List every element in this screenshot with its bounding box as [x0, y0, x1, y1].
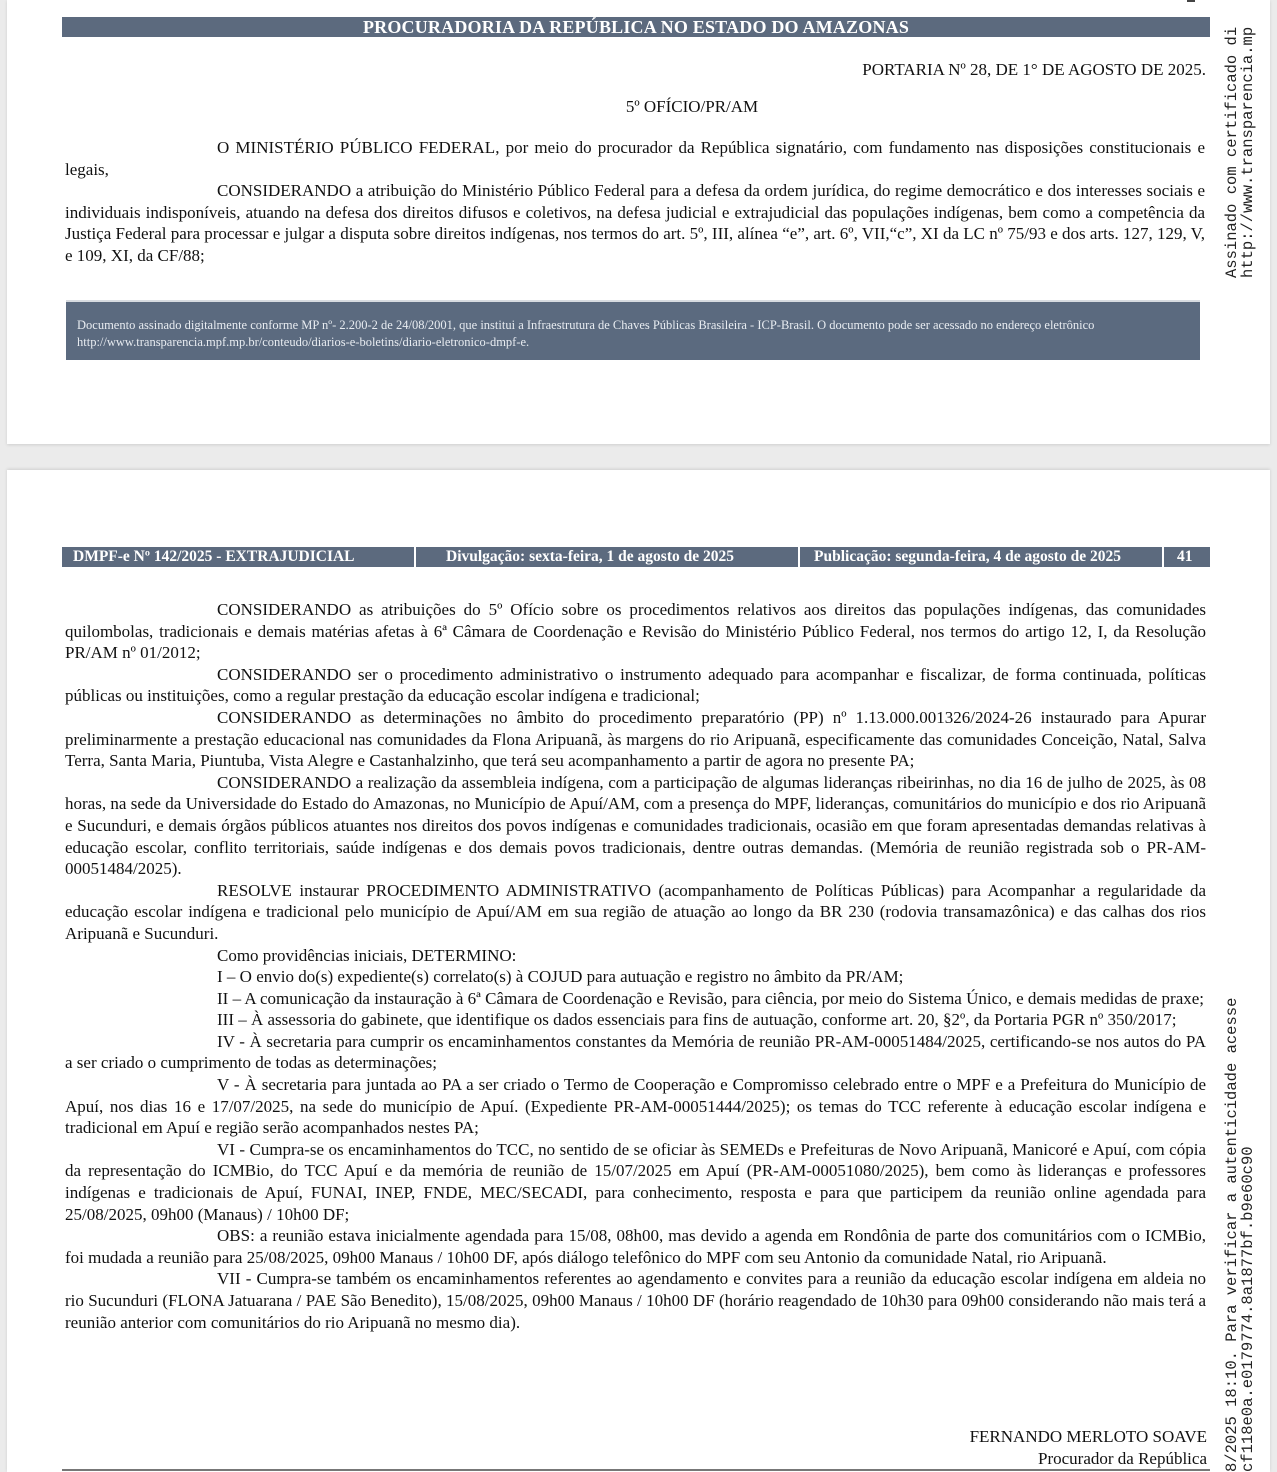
document-page-41 — [7, 470, 1270, 1472]
paragraph: O MINISTÉRIO PÚBLICO FEDERAL, por meio do procurador da República signatário, com fundamento nas disposições constitucionais e legais, — [65, 138, 1205, 179]
paragraph: Como providências iniciais, DETERMINO: — [217, 945, 517, 965]
paragraph: CONSIDERANDO a atribuição do Ministério Público Federal para a defesa da ordem jurídica, do regime democrático e dos interesses sociais e individuais indisponíveis, atuando na defesa dos direitos difusos e coletivos, na defesa judicial e extrajudicial das populações indígenas, bem como a competência da Justiça Federal para processar e julgar a disputa sobre direitos indígenas, nos termos do art. 5º, III, alínea “e”, art. 6º, VII,“c”, XI da LC nº 75/93 e dos arts. 127, 129, V, e 109, XI, da CF/88; — [65, 181, 1205, 265]
oficio-title: 5º OFÍCIO/PR/AM — [625, 97, 759, 116]
gazette-edition: DMPF-e Nº 142/2025 - EXTRAJUDICIAL — [73, 548, 355, 565]
paragraph: CONSIDERANDO ser o procedimento administrativo o instrumento adequado para acompanhar e fiscalizar, de forma continuada, políticas públicas ou instituições, como a regular prestação da educação escolar indígena e tradicional; — [65, 664, 1206, 706]
header-divider — [414, 547, 416, 567]
paragraph: CONSIDERANDO as atribuições do 5º Ofício sobre os procedimentos relativos aos direitos das populações indígenas, das comunidades quilombolas, tradicionais e demais matérias afetas à 6ª Câmara de Coordenação e Revisão do Ministério Público Federal, nos termos do artigo 12, I, da Resolução PR/AM nº 01/2012; — [65, 600, 1206, 663]
paragraph: II – A comunicação da instauração à 6ª Câmara de Coordenação e Revisão, para ciência, por meio do Sistema Único, e demais medidas de praxe; — [217, 988, 1205, 1008]
page-number: 41 — [1177, 548, 1193, 565]
header-divider — [1162, 547, 1164, 567]
portaria-title: PORTARIA Nº 28, DE 1° DE AGOSTO DE 2025. — [862, 60, 1206, 79]
header-divider — [798, 547, 800, 567]
side-line: http://www.transparencia.mp — [1239, 26, 1257, 278]
gazette-divulgacao-date: Divulgação: sexta-feira, 1 de agosto de 2025 — [446, 548, 734, 565]
gazette-header-band — [62, 547, 1210, 567]
paragraph: V - À secretaria para juntada ao PA a ser criado o Termo de Cooperação e Compromisso celebrado entre o MPF e a Prefeitura do Município de Apuí, nos dias 16 e 17/07/2025, na sede do município de Apuí. (Expediente PR-AM-00051444/2025); os temas do TCC referente à educação escolar indígena e tradicional em Apuí e região serão acompanhados nestes PA; — [65, 1075, 1206, 1138]
signer-name: FERNANDO MERLOTO SOAVE — [969, 1427, 1207, 1446]
side-line: cf118e0a.e0179774.8a1877bf.b9e60c90 — [1239, 1146, 1257, 1472]
paragraph: CONSIDERANDO as determinações no âmbito do procedimento preparatório (PP) nº 1.13.000.001326/2024-26 instaurado para Apurar preliminarmente a prestação educacional nas comunidades da Flona Aripuanã, às margens do rio Aripuanã, especificamente das comunidades Conceição, Natal, Salva Terra, Santa Maria, Piuntuba, Vista Alegre e Castanhalzinho, que terá seu acompanhamento a partir de agora no presente PA; — [65, 707, 1206, 771]
office-header-title: PROCURADORIA DA REPÚBLICA NO ESTADO DO AMAZONAS — [362, 17, 910, 37]
paragraph: VI - Cumpra-se os encaminhamentos do TCC, no sentido de se oficiar às SEMEDs e Prefeituras de Novo Aripuanã, Manicoré e Apuí, com cópia da representação do ICMBio, do TCC Apuí e da memória de reunião de 15/07/2025 em Apuí (PR-AM-00051080/2025), bem como às lideranças e professores indígenas e tradicionais de Apuí, FUNAI, INEP, FNDE, MEC/SECADI, para conhecimento, resposta e para que participem da reunião online agendada para 25/08/2025, 09h00 (Manaus) / 10h00 DF; — [65, 1139, 1206, 1224]
paragraph: III – À assessoria do gabinete, que identifique os dados essenciais para fins de autuação, conforme art. 20, §2º, da Portaria PGR nº 350/2017; — [217, 1010, 1177, 1030]
footer-rule — [62, 1469, 1210, 1471]
side-line: 8/2025 18:10. Para verificar a autenticidade acesse — [1223, 997, 1241, 1472]
paragraph: CONSIDERANDO a realização da assembleia indígena, com a participação de algumas lideranças ribeirinhas, no dia 16 de julho de 2025, às 08 horas, na sede da Universidade do Estado do Amazonas, no Município de Apuí/AM, com a presença do MPF, lideranças, comunitários do município e dos rio Aripuanã e Sucunduri, e demais órgãos públicos atuantes nos direitos dos povos indígenas e comunidades tradicionais, ocasião em que foram apresentadas demandas relativas à educação escolar, conflito territoriais, saúde indígenas e dos demais povos tradicionais, dentre outras demandas. (Memória de reunião registrada sob o PR-AM-00051484/2025). — [65, 772, 1206, 879]
side-verification-text-top — [1224, 0, 1256, 278]
document-page-top — [7, 0, 1270, 444]
page-fragment-mark — [1187, 0, 1195, 2]
side-verification-text-bottom — [1224, 960, 1256, 1472]
gazette-publicacao-date: Publicação: segunda-feira, 4 de agosto de 2025 — [814, 548, 1121, 565]
side-line: Assinado com certificado di — [1223, 26, 1241, 278]
document-body-top — [65, 137, 1205, 266]
document-body — [65, 599, 1206, 1333]
paragraph: IV - À secretaria para cumprir os encaminhamentos constantes da Memória de reunião PR-AM-00051484/2025, certificando-se nos autos do PA a ser criado o cumprimento de todas as determinações; — [65, 1031, 1206, 1073]
signer-role: Procurador da República — [1038, 1449, 1207, 1468]
signature-notice-text: Documento assinado digitalmente conforme MP nº- 2.200-2 de 24/08/2001, que institui a Infraestrutura de Chaves Públicas Brasileira - ICP-Brasil. O documento pode ser acessado no endereço eletrônico http://www.transparencia.mpf.mp.br/conteudo/diarios-e-boletins/diario-eletronico-dmpf-e. — [77, 318, 1095, 349]
paragraph: I – O envio do(s) expediente(s) correlato(s) à COJUD para autuação e registro no âmbito da PR/AM; — [217, 967, 904, 987]
paragraph: VII - Cumpra-se também os encaminhamentos referentes ao agendamento e convites para a reunião da educação escolar indígena em aldeia no rio Sucunduri (FLONA Jatuarana / PAE São Benedito), 15/08/2025, 09h00 Manaus / 10h00 DF (horário reagendado de 10h30 para 09h00 considerando não mais terá a reunião anterior com comunitários do rio Aripuanã no mesmo dia). — [65, 1269, 1206, 1332]
paragraph: RESOLVE instaurar PROCEDIMENTO ADMINISTRATIVO (acompanhamento de Políticas Públicas) para Acompanhar a regularidade da educação escolar indígena e tradicional pelo município de Apuí/AM em sua região de atuação ao longo da BR 230 (rodovia transamazônica) e das calhas dos rios Aripuanã e Sucunduri. — [65, 880, 1206, 943]
digital-signature-notice — [66, 300, 1200, 360]
office-header-band — [62, 17, 1210, 37]
paragraph: OBS: a reunião estava inicialmente agendada para 15/08, 08h00, mas devido a agenda em Rondônia de parte dos comunitários com o ICMBio, foi mudada a reunião para 25/08/2025, 09h00 Manaus / 10h00 DF, após diálogo telefônico do MPF com seu Antonio da comunidade Natal, rio Aripuanã. — [65, 1226, 1206, 1267]
